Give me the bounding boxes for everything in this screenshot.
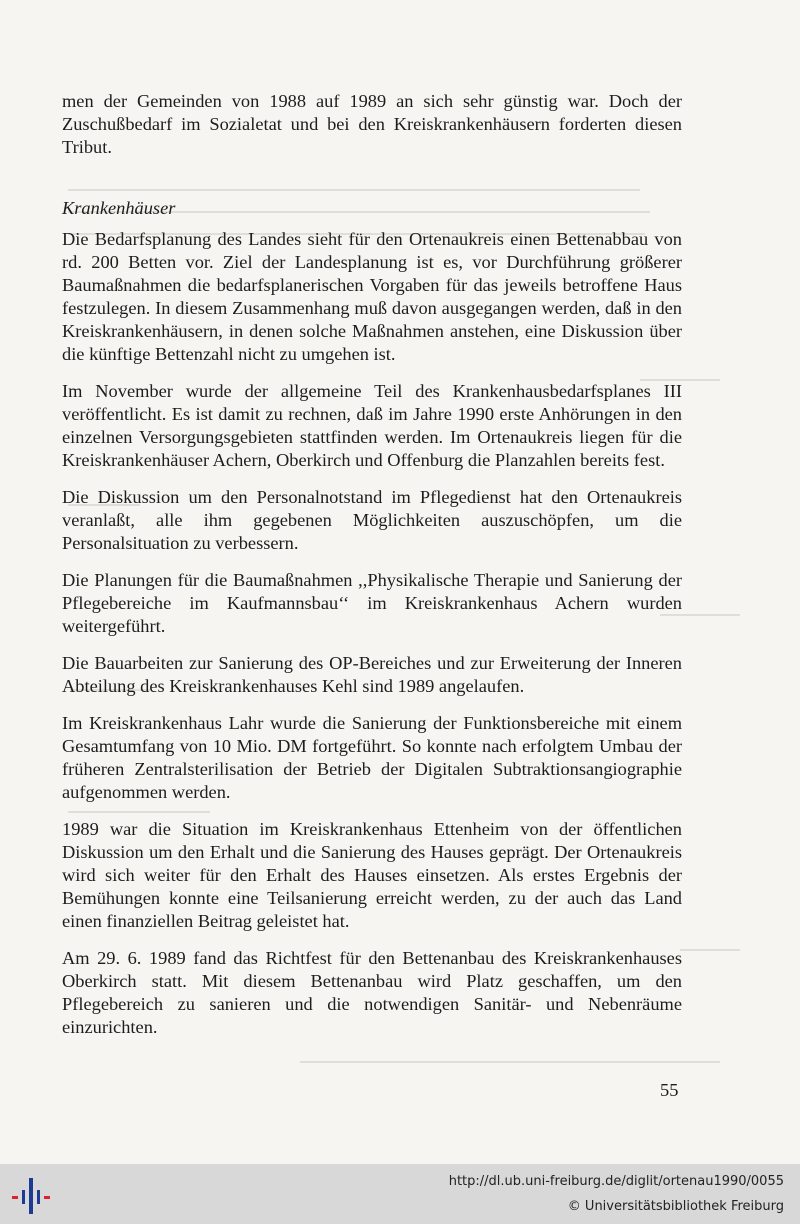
intro-paragraph: men der Gemeinden von 1988 auf 1989 an sich sehr günstig war. Doch der Zuschußbedarf im Sozialetat und bei den Kreiskrankenhäusern forderten diesen Tribut. (62, 91, 682, 157)
paragraph: Die Bauarbeiten zur Sanierung des OP-Bereiches und zur Erweiterung der Inneren Abteilung des Kreiskrankenhauses Kehl sind 1989 angelaufen. (62, 653, 682, 696)
footer-bar (0, 1164, 800, 1224)
ub-freiburg-logo-icon (10, 1174, 54, 1218)
paragraph: Die Bedarfsplanung des Landes sieht für den Ortenaukreis einen Bettenabbau von rd. 200 Betten vor. Ziel der Landesplanung ist es, vor Durchführung größerer Baumaßnahmen die bedarfsplanerischen Vorgaben für das jeweils betroffene Haus festzulegen. In diesem Zusammenhang muß davon ausgegangen werden, daß in den Kreiskrankenhäusern, in denen solche Maßnahmen anstehen, eine Diskussion über die künftige Bettenzahl nicht zu umgehen ist. (62, 229, 682, 364)
section-heading: Krankenhäuser (62, 198, 176, 218)
paragraph: Die Planungen für die Baumaßnahmen ,,Physikalische Therapie und Sanierung der Pflegebereiche im Kaufmannsbau‘‘ im Kreiskrankenhaus Achern wurden weitergeführt. (62, 570, 682, 636)
paragraph: Die Diskussion um den Personalnotstand im Pflegedienst hat den Ortenaukreis veranlaßt, alle ihm gegebenen Möglichkeiten auszuschöpfen, um die Personalsituation zu verbessern. (62, 487, 682, 553)
body-text (62, 90, 682, 1053)
copyright-notice: © Universitätsbibliothek Freiburg (567, 1199, 784, 1214)
paragraph: Im Kreiskrankenhaus Lahr wurde die Sanierung der Funktionsbereiche mit einem Gesamtumfang von 10 Mio. DM fortgeführt. So konnte nach erfolgtem Umbau der früheren Zentralsterilisation der Betrieb der Digitalen Subtraktionsangiographie aufgenommen werden. (62, 713, 682, 802)
paragraph: Am 29. 6. 1989 fand das Richtfest für den Bettenanbau des Kreiskrankenhauses Oberkirch statt. Mit diesem Bettenanbau wird Platz geschaffen, um den Pflegebereich zu sanieren und die notwendigen Sanitär- und Nebenräume einzurichten. (62, 948, 682, 1037)
paragraph: Im November wurde der allgemeine Teil des Krankenhausbedarfsplanes III veröffentlicht. Es ist damit zu rechnen, daß im Jahre 1990 erste Anhörungen in den einzelnen Versorgungsgebieten stattfinden werden. Im Ortenaukreis liegen für die Kreiskrankenhäuser Achern, Oberkirch und Offenburg die Planzahlen bereits fest. (62, 381, 682, 470)
paragraph: 1989 war die Situation im Kreiskrankenhaus Ettenheim von der öffentlichen Diskussion um den Erhalt und die Sanierung des Hauses geprägt. Der Ortenaukreis wird sich weiter für den Erhalt des Hauses einsetzen. Als erstes Ergebnis der Bemühungen konnte eine Teilsanierung erreicht werden, zu der auch das Land einen finanziellen Beitrag geleistet hat. (62, 819, 682, 931)
source-url-link[interactable]: http://dl.ub.uni-freiburg.de/diglit/ortenau1990/0055 (448, 1174, 784, 1189)
page-number: 55 (660, 1080, 679, 1100)
